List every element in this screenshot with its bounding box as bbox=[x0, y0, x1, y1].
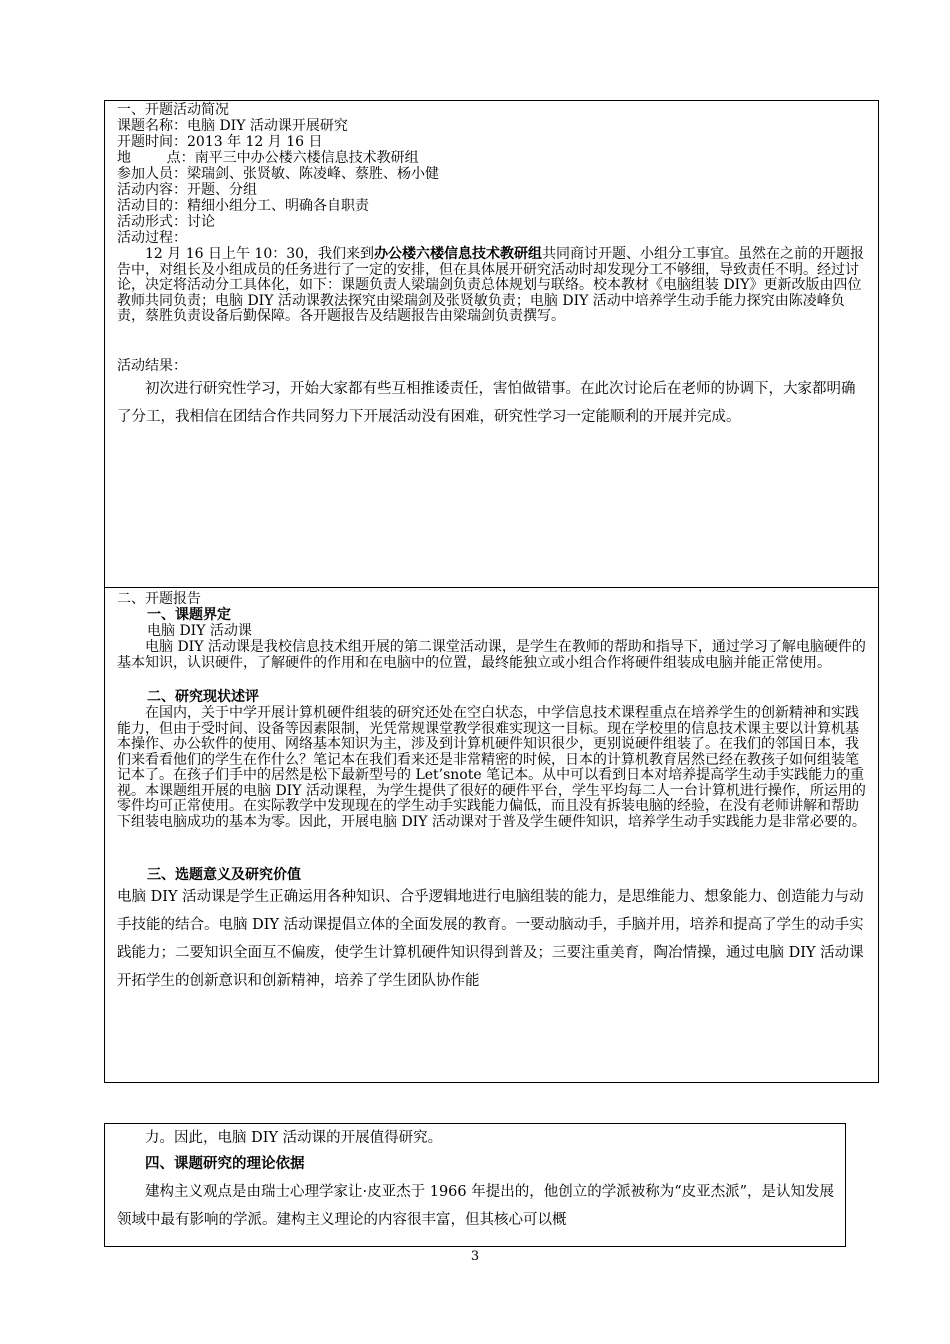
process-text-after: 共同商讨开题、小组分工事宜。虽然在之前的开题报告中，对组长及小组成员的任务进行了一定的安排，但在具体展开研究活动时却发现分工不够细，导致责任不明。经过讨论，决定将活动分工具体化，如下：课题负责人梁瑞剑负责总体规划与联络。校本教材《电脑组装 DIY》更新改版由四位教师共同负责；电脑 DIY 活动课教法探究由梁瑞剑及张贤敏负责；电脑 DIY 活动中培养学生动手能力探究由陈凌峰负责，蔡胜负责设备后勤保障。各开题报告及结题报告由梁瑞剑负责撰写。 bbox=[117, 246, 865, 324]
section-heading-2: 二、开题报告 bbox=[117, 591, 201, 607]
theory-basis-paragraph: 建构主义观点是由瑞士心理学家让·皮亚杰于 1966 年提出的，他创立的学派被称为“皮亚杰派”，是认知发展领域中最有影响的学派。建构主义理论的内容很丰富，但其核心可以概 bbox=[117, 1184, 835, 1228]
topic-definition-paragraph: 电脑 DIY 活动课是我校信息技术组开展的第二课堂活动课，是学生在教师的帮助和指导下，通过学习了解电脑硬件的基本知识，认识硬件，了解硬件的作用和在电脑中的位置，最终能独立或小组合作将硬件组装成电脑并能正常使用。 bbox=[117, 639, 866, 671]
page-number: 3 bbox=[470, 1249, 480, 1264]
subheading-topic-definition: 一、课题界定 bbox=[147, 607, 231, 623]
process-location-highlight: 办公楼六楼信息技术教研组 bbox=[374, 246, 543, 262]
research-status-paragraph: 在国内，关于中学开展计算机硬件组装的研究还处在空白状态，中学信息技术课程重点在培养学生的创新精神和实践能力，但由于受时间、设备等因素限制，光凭常规课堂教学很难实现这一目标。现在学校里的信息技术课主要以计算机基本操作、办公软件的使用、网络基本知识为主，涉及到计算机硬件知识很少，更别说硬件组装了。在我们的邻国日本，我们来看看他们的学生在作什么？笔记本在我们看来还是非常精密的时候，日本的计算机教育居然已经在教孩子如何组装笔记本了。在孩子们手中的居然是松下最新型号的 Let’snote 笔记本。从中可以看到日本对培养提高学生动手实践能力的重视。本课题组开展的电脑 DIY 活动课程，为学生提供了很好的硬件平台，学生平均每二人一台计算机进行操作，所运用的零件均可正常使用。在实际教学中发现现在的学生动手实践能力偏低，而且没有拆装电脑的经验，在没有老师讲解和帮助下组装电脑成功的基本为零。因此，开展电脑 DIY 活动课对于普及学生硬件知识，培养学生动手实践能力是非常必要的。 bbox=[117, 705, 866, 830]
process-label: 活动过程： bbox=[117, 230, 187, 246]
result-paragraph: 初次进行研究性学习，开始大家都有些互相推诿责任，害怕做错事。在此次讨论后在老师的协调下，大家都明确了分工，我相信在团结合作共同努力下开展活动没有困难，研究性学习一定能顺利的开展并完成。 bbox=[117, 381, 856, 425]
topic-name: 电脑 DIY 活动课 bbox=[147, 623, 252, 639]
location-line: 地 点：南平三中办公楼六楼信息技术教研组 bbox=[117, 150, 419, 166]
subheading-significance: 三、选题意义及研究价值 bbox=[147, 867, 301, 883]
significance-paragraph: 电脑 DIY 活动课是学生正确运用各种知识、合乎逻辑地进行电脑组装的能力，是思维能力、想象能力、创造能力与动手技能的结合。电脑 DIY 活动课提倡立体的全面发展的教育。一要动脑动手，手脑并用，培养和提高了学生的动手实践能力；二要知识全面互不偏废，使学生计算机硬件知识得到普及；三要注重美育，陶冶情操，通过电脑 DIY 活动课开拓学生的创新意识和创新精神，培养了学生团队协作能 bbox=[117, 889, 864, 989]
continued-paragraph: 力。因此，电脑 DIY 活动课的开展值得研究。 bbox=[145, 1130, 443, 1146]
process-text-before: 12 月 16 日上午 10：30，我们来到 bbox=[145, 246, 375, 262]
activity-summary-box bbox=[104, 100, 879, 588]
result-label: 活动结果： bbox=[117, 358, 187, 374]
activity-purpose-line: 活动目的：精细小组分工、明确各自职责 bbox=[117, 198, 369, 214]
participants-line: 参加人员：梁瑞剑、张贤敏、陈凌峰、蔡胜、杨小健 bbox=[117, 166, 439, 182]
activity-content-line: 活动内容：开题、分组 bbox=[117, 182, 257, 198]
activity-form-line: 活动形式：讨论 bbox=[117, 214, 215, 230]
opening-report-box bbox=[104, 587, 879, 1083]
opening-time-line: 开题时间：2013 年 12 月 16 日 bbox=[117, 134, 323, 150]
section-heading-1: 一、开题活动简况 bbox=[117, 102, 229, 118]
subheading-research-status: 二、研究现状述评 bbox=[147, 689, 259, 705]
theory-basis-box bbox=[104, 1123, 846, 1247]
subheading-theory-basis: 四、课题研究的理论依据 bbox=[145, 1155, 305, 1172]
topic-name-line: 课题名称：电脑 DIY 活动课开展研究 bbox=[117, 118, 348, 134]
process-paragraph bbox=[117, 247, 868, 325]
